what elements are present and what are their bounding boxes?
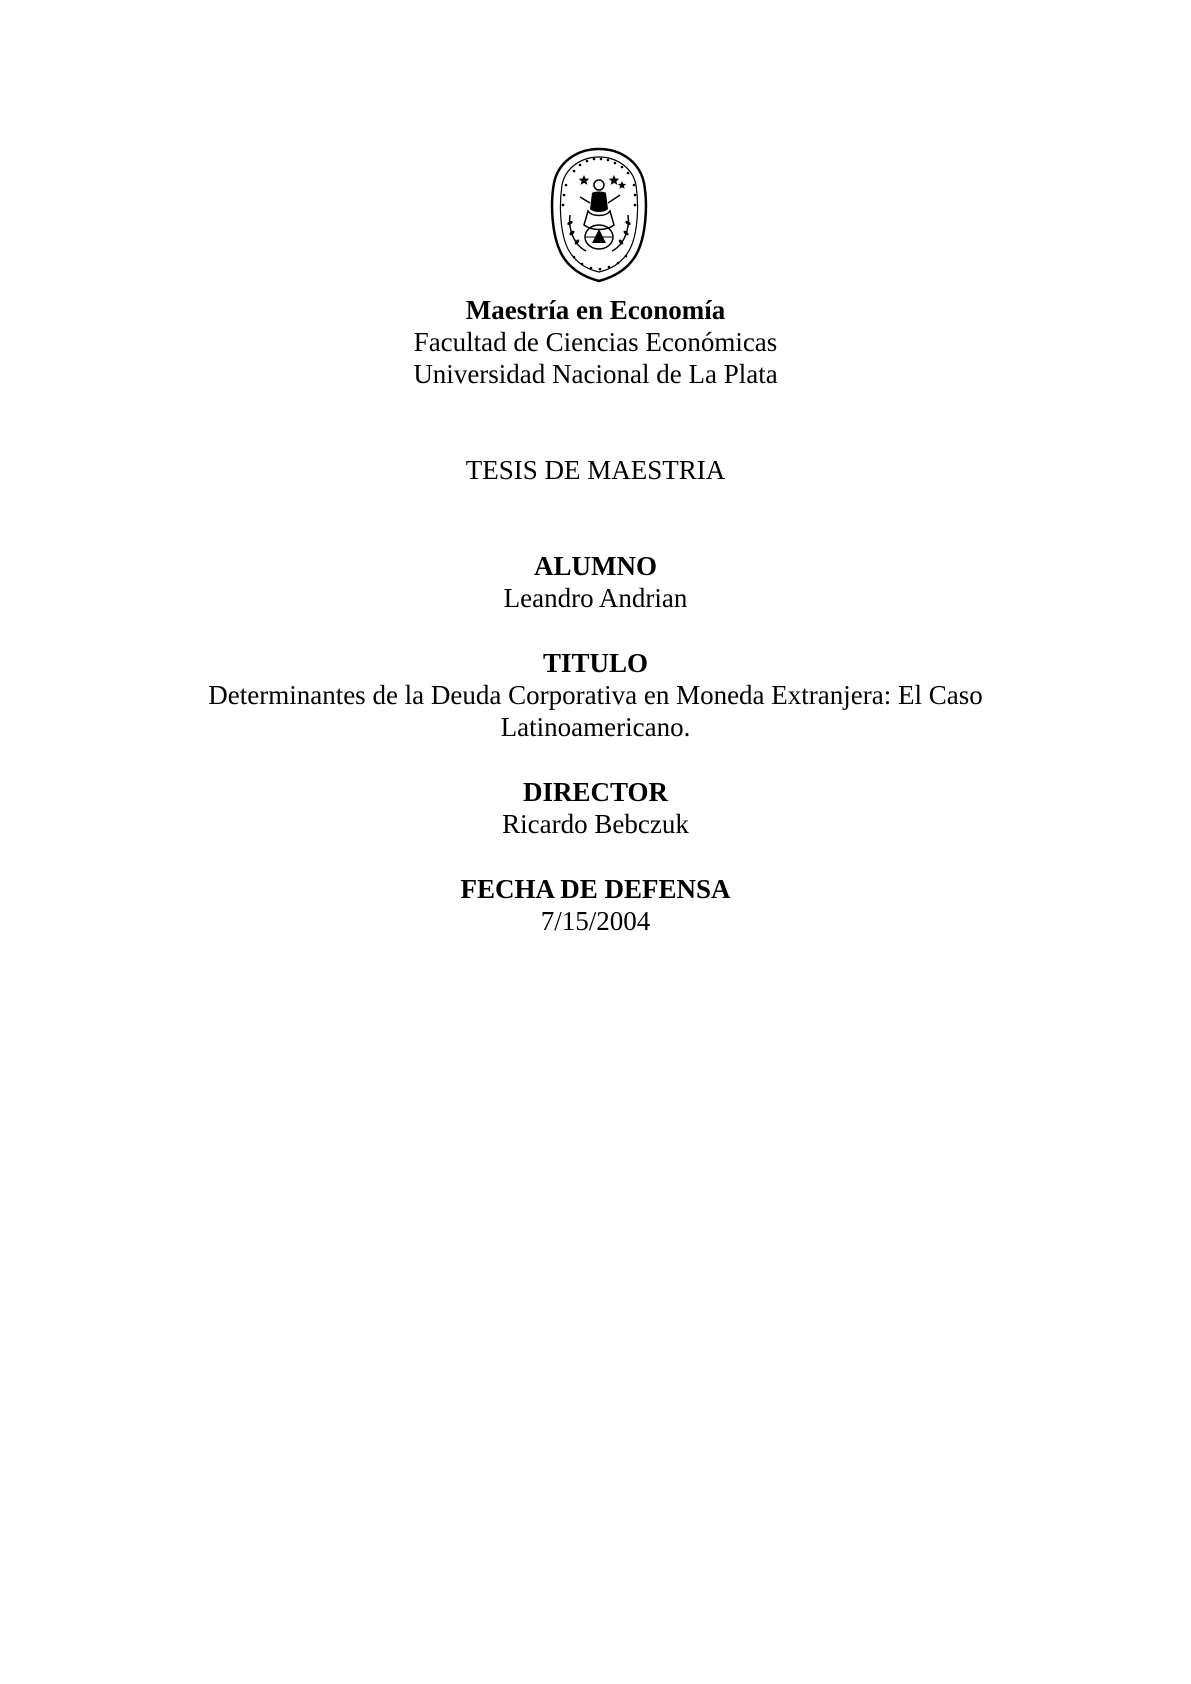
student-block [0, 550, 1191, 614]
thesis-title: Determinantes de la Deuda Corporativa en Moneda Extranjera: El Caso Latinoamericano. [208, 680, 983, 742]
faculty-name: Facultad de Ciencias Económicas [413, 327, 778, 357]
student-label: ALUMNO [534, 551, 657, 581]
director-name: Ricardo Bebczuk [502, 809, 689, 839]
university-seal-icon [544, 145, 654, 285]
student-name: Leandro Andrian [503, 583, 688, 613]
director-block [0, 776, 1191, 840]
document-type: TESIS DE MAESTRIA [465, 455, 726, 485]
title-label: TITULO [542, 648, 649, 678]
director-label: DIRECTOR [522, 777, 669, 807]
university-name: Universidad Nacional de La Plata [413, 359, 778, 389]
defense-date-label: FECHA DE DEFENSA [460, 874, 731, 904]
header-block [0, 294, 1191, 390]
document-type-block [0, 454, 1191, 486]
title-block [0, 647, 1191, 743]
program-name: Maestría en Economía [465, 295, 726, 325]
defense-date: 7/15/2004 [540, 906, 651, 936]
defense-date-block [0, 873, 1191, 937]
